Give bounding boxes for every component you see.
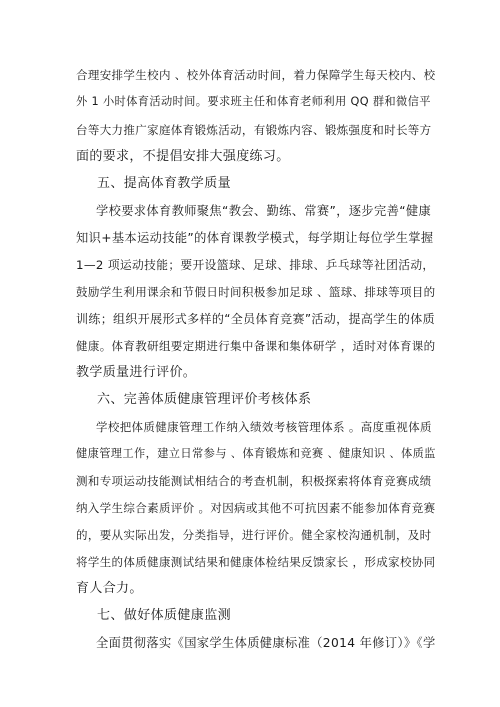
- paragraph-line: 学校把体质健康管理工作纳入绩效考核管理体系 。高度重视体质: [96, 420, 432, 434]
- paragraph-line: 台等大力推广家庭体育锻炼活动，有锻炼内容、锻炼强度和时长等方: [76, 123, 432, 137]
- paragraph-line: 合理安排学生校内 、校外体育活动时间，着力保障学生每天校内、校: [76, 68, 436, 82]
- paragraph-line: 测和专项运动技能测试相结合的考查机制，积极探索将体育竞赛成绩: [76, 474, 432, 488]
- paragraph-line: 外 1 小时体育活动时间。要求班主任和体育老师利用 QQ 群和微信平: [76, 95, 431, 108]
- paragraph-line: 训练；组织开展形式多样的“全员体育竞赛”活动，提高学生的体质: [76, 312, 435, 326]
- paragraph-line: 鼓励学生利用课余和节假日时间积极参加足球 、篮球、排球等项目的: [76, 285, 436, 299]
- section-heading: 六、完善体质健康管理评价考核体系: [97, 392, 312, 407]
- paragraph-line: 教学质量进行评价。: [76, 365, 197, 380]
- paragraph-line: 面的要求，不提倡安排大强度练习。: [76, 149, 290, 164]
- section-heading: 五、提高体育教学质量: [97, 176, 232, 191]
- paragraph-line: 1—2 项运动技能；要开设篮球、足球、排球、乒乓球等社团活动，: [76, 258, 435, 272]
- paragraph-line: 全面贯彻落实《国家学生体质健康标准（2014 年修订）》《学: [96, 636, 436, 650]
- paragraph-line: 纳入学生综合素质评价 。对因病或其他不可抗因素不能参加体育竞赛: [76, 501, 436, 515]
- paragraph-line: 健康管理工作，建立日常参与 、体育锻炼和竞赛 、健康知识 、体质监: [76, 447, 436, 460]
- section-heading: 七、做好体质健康监测: [97, 608, 232, 623]
- paragraph-line: 知识+基本运动技能”的体育课教学模式，每学期让每位学生掌握: [76, 231, 434, 245]
- paragraph-line: 的，要从实际出发，分类指导，进行评价。健全家校沟通机制，及时: [76, 528, 432, 542]
- paragraph-line: 育人合力。: [76, 581, 143, 596]
- paragraph-line: 健康。体育教研组要定期进行集中备课和集体研学 ，适时对体育课的: [76, 339, 436, 353]
- paragraph-line: 将学生的体质健康测试结果和健康体检结果反馈家长 ，形成家校协同: [76, 555, 436, 569]
- paragraph-line: 学校要求体育教师聚焦“教会、勤练、常赛”，逐步完善“健康: [96, 204, 432, 218]
